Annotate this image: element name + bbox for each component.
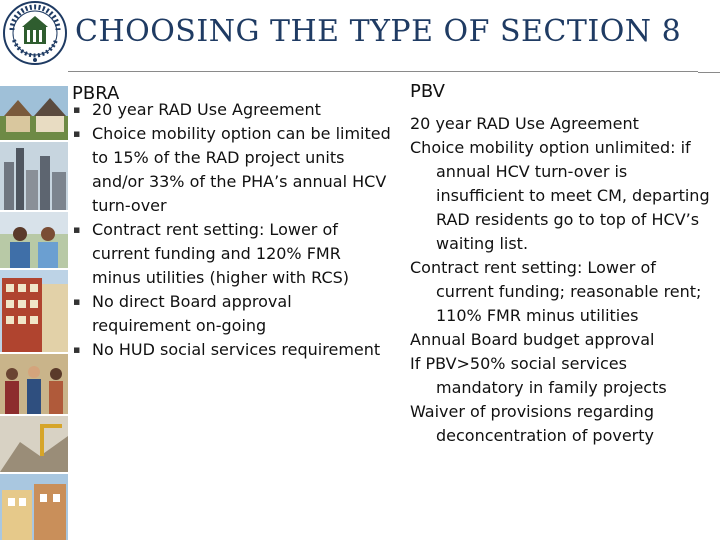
pbv-column: [410, 82, 715, 448]
pbra-header: PBRA: [72, 83, 120, 104]
title-divider-end: [698, 72, 720, 73]
bullet-icon: ▪: [73, 127, 81, 140]
houses-photo: [0, 86, 68, 140]
hud-seal-logo: [2, 0, 68, 66]
bullet-icon: ▪: [73, 295, 81, 308]
bullet-icon: ▪: [73, 103, 81, 116]
pbra-bullet-text: Choice mobility option can be limited to 15% of the RAD project units and/or 33% of the PHA’s annual HCV turn-over: [92, 124, 391, 215]
photo-strip: [0, 86, 68, 540]
townhouses-photo: [0, 474, 68, 540]
pbra-bullet-text: No HUD social services requirement: [92, 340, 381, 359]
residents-photo: [0, 212, 68, 268]
group-photo: [0, 354, 68, 414]
pbra-bullet-item: [72, 338, 392, 362]
pbv-header: PBV: [410, 81, 445, 102]
pbv-item: If PBV>50% social services mandatory in family projects: [410, 354, 667, 397]
pbv-item: Contract rent setting: Lower of current funding; reasonable rent; 110% FMR minus utilities: [410, 258, 702, 325]
pbra-bullet-list: [72, 98, 392, 362]
title-divider: [68, 71, 698, 72]
pbra-bullet-text: Contract rent setting: Lower of current funding and 120% FMR minus utilities (higher with RCS): [92, 220, 350, 287]
pbra-column: [72, 84, 392, 368]
city-skyline-photo: [0, 142, 68, 210]
pbra-bullet-item: [72, 218, 392, 290]
construction-photo: [0, 416, 68, 472]
pbra-bullet-item: [72, 98, 392, 122]
pbra-bullet-text: No direct Board approval requirement on-going: [92, 292, 292, 335]
pbra-bullet-item: [72, 290, 392, 338]
pbv-item: Choice mobility option unlimited: if annual HCV turn-over is insufficient to meet CM, departing RAD residents go to top of HCV’s waiting list.: [410, 138, 710, 253]
slide-title: CHOOSING THE TYPE OF SECTION 8: [75, 14, 682, 49]
pbv-item: Annual Board budget approval: [410, 330, 655, 349]
pbra-bullet-item: [72, 122, 392, 218]
bullet-icon: ▪: [73, 223, 81, 236]
apartment-building-photo: [0, 270, 68, 352]
pbra-bullet-text: 20 year RAD Use Agreement: [92, 100, 321, 119]
pbv-item: Waiver of provisions regarding deconcentration of poverty: [410, 402, 654, 445]
pbv-item: 20 year RAD Use Agreement: [410, 114, 639, 133]
bullet-icon: ▪: [73, 343, 81, 356]
